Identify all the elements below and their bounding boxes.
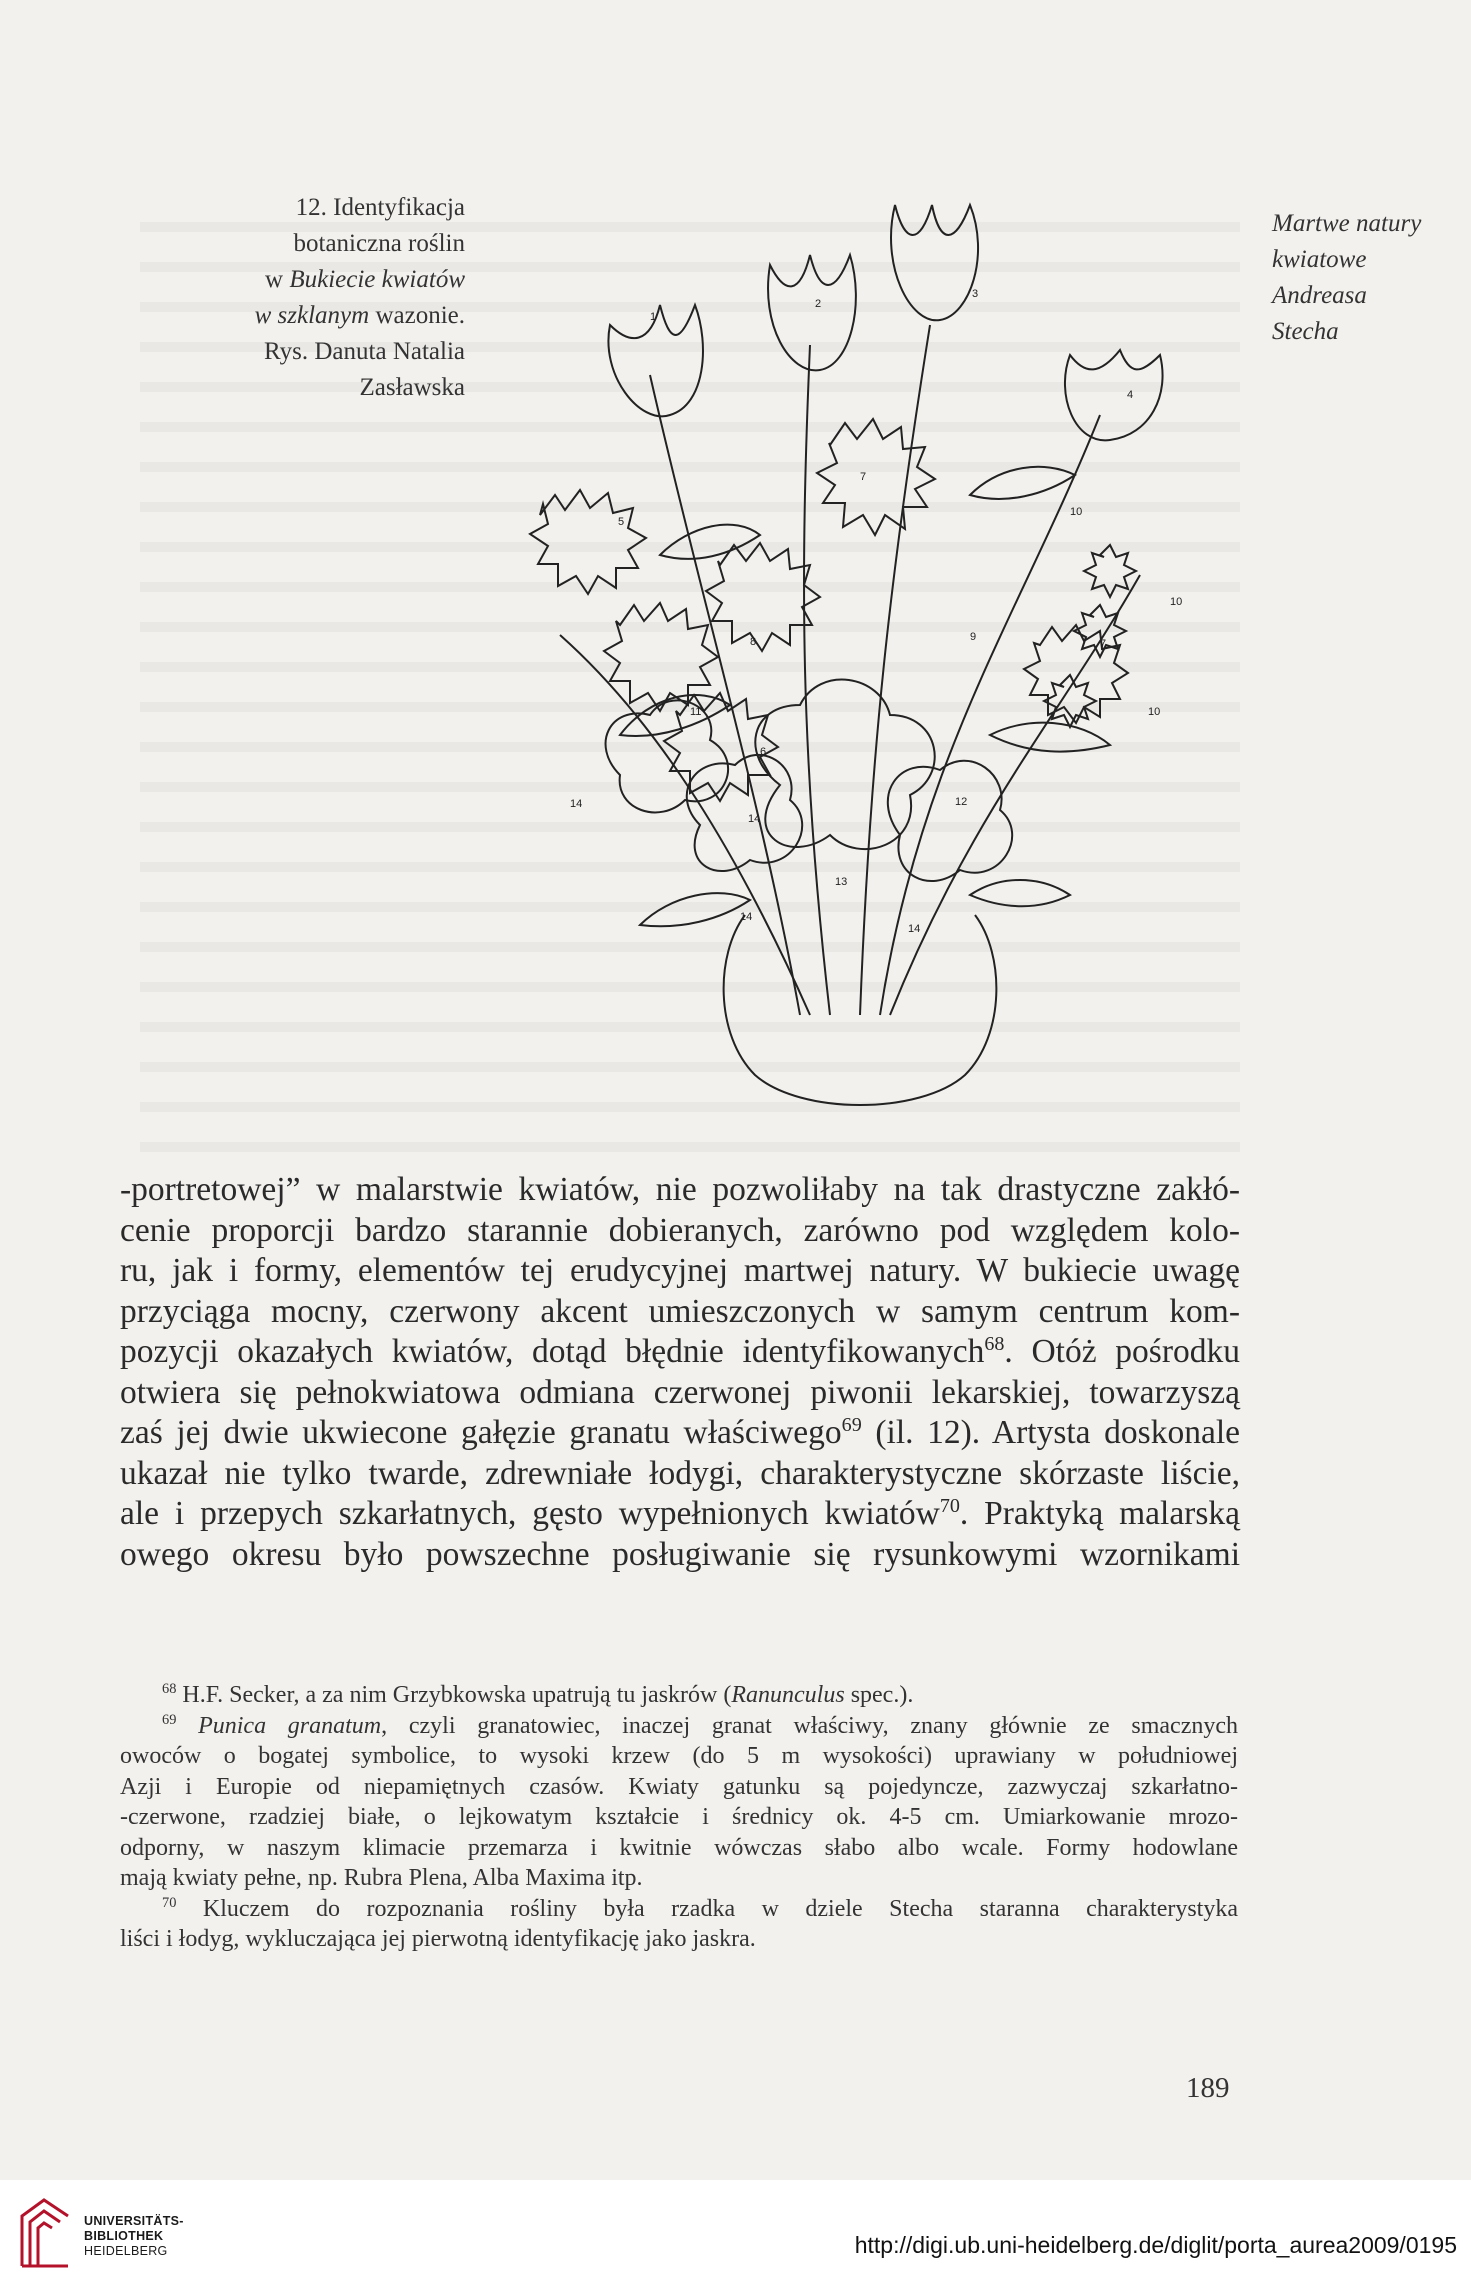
- figure-label: 10: [1148, 706, 1161, 718]
- caption-line: w szklanym wazonie.: [254, 302, 465, 329]
- figure-label: 12: [955, 796, 968, 808]
- footnote-line: Azji i Europie od niepamiętnych czasów. Kwiaty gatunku są pojedyncze, zazwyczaj szkarłatno-: [120, 1773, 1238, 1800]
- figure-label: 13: [835, 876, 848, 888]
- figure-label: 9: [970, 631, 977, 643]
- figure-label: 10: [1070, 506, 1083, 518]
- library-logo-text: UNIVERSITÄTS- BIBLIOTHEK HEIDELBERG: [84, 2214, 184, 2258]
- figure-label: 2: [815, 298, 822, 310]
- figure-label: 14: [570, 798, 583, 810]
- caption-line: Rys. Danuta Natalia: [263, 338, 465, 365]
- figure-label: 14: [748, 813, 761, 825]
- page-number: 189: [1186, 2072, 1230, 2104]
- caption-line: botaniczna roślin: [293, 230, 465, 257]
- leaf: [640, 893, 753, 926]
- library-logo-icon: [14, 2196, 76, 2268]
- footnote-ref[interactable]: 69: [841, 1413, 862, 1436]
- body-line: cenie proporcji bardzo starannie dobieranych, zarówno pod względem kolo-: [120, 1211, 1240, 1249]
- small-flower: [1044, 675, 1096, 727]
- figure-label: 14: [740, 911, 753, 923]
- figure-label: 1: [650, 311, 657, 323]
- caption-line: w Bukiecie kwiatów: [265, 266, 465, 293]
- peony-flower: [888, 761, 1012, 881]
- footnote-ref[interactable]: 70: [939, 1494, 960, 1517]
- footnote-line: liści i łodyg, wykluczająca jej pierwotną identyfikację jako jaskra.: [120, 1926, 756, 1952]
- figure-label: 7: [1100, 638, 1107, 650]
- body-line: przyciąga mocny, czerwony akcent umieszczonych w samym centrum kom-: [120, 1292, 1240, 1330]
- footnote-68: $^{68}$ H.F. Secker, a za nim Grzybkowska upatrują tu jaskrów (Ranunculus spec.).: [162, 1681, 914, 1708]
- carnation-flower: [706, 543, 820, 651]
- figure-label: 4: [1127, 389, 1134, 401]
- footnote-line: owoców o bogatej symbolice, to wysoki krzew (do 5 m wysokości) uprawiany w południowej: [120, 1743, 1238, 1769]
- figure-label: 3: [972, 288, 979, 300]
- stem: [804, 345, 830, 1015]
- page-url[interactable]: http://digi.ub.uni-heidelberg.de/diglit/porta_aurea2009/0195: [854, 2232, 1457, 2258]
- caption-line: Zasławska: [359, 374, 465, 401]
- figure-label: 8: [750, 636, 757, 648]
- body-line: ru, jak i formy, elementów tej erudycyjnej martwej natury. W bukiecie uwagę: [120, 1252, 1240, 1289]
- footnote-69: $^{69}$ Punica granatum, czyli granatowiec, inaczej granat właściwy, znany głównie ze smacznych: [162, 1711, 1238, 1739]
- caption-line: 12. Identyfikacja: [295, 194, 465, 221]
- body-line: pozycji okazałych kwiatów, dotąd błędnie identyfikowanych$^{68}$. Otóż pośrodku: [120, 1332, 1240, 1370]
- footnote-line: -czerwone, rzadziej białe, o lejkowatym kształcie i średnicy ok. 4-5 cm. Umiarkowanie mrozo-: [120, 1804, 1238, 1830]
- carnation-flower: [817, 419, 935, 535]
- stem: [860, 325, 930, 1015]
- footnote-line: mają kwiaty pełne, np. Rubra Plena, Alba Maxima itp.: [120, 1865, 643, 1891]
- figure-label: 10: [1170, 596, 1183, 608]
- carnation-flower: [530, 490, 646, 594]
- margin-note-line: Andreasa: [1272, 282, 1367, 309]
- body-line: zaś jej dwie ukwiecone gałęzie granatu właściwego$^{69}$ (il. 12). Artysta doskonale: [120, 1413, 1240, 1451]
- bleed-through: [140, 1142, 1240, 1152]
- leaf: [970, 467, 1075, 499]
- carnation-flower: [1024, 625, 1128, 723]
- margin-note-line: kwiatowe: [1272, 246, 1367, 273]
- body-line: ale i przepych szkarłatnych, gęsto wypełnionych kwiatów$^{70}$. Praktyką malarską: [120, 1494, 1240, 1532]
- figure-label: 7: [860, 471, 867, 483]
- footnote-ref[interactable]: 68: [984, 1332, 1005, 1355]
- figure-caption: [200, 190, 465, 406]
- body-line: otwiera się pełnokwiatowa odmiana czerwonej piwonii lekarskiej, towarzyszą: [120, 1373, 1240, 1411]
- tulip-flower: [768, 255, 856, 370]
- margin-note-line: Martwe natury: [1272, 210, 1422, 237]
- body-line: -portretowej” w malarstwie kwiatów, nie pozwoliłaby na tak drastyczne zakłó-: [120, 1171, 1240, 1208]
- footnotes: [120, 1680, 1238, 1955]
- footnote-70: $^{70}$ Kluczem do rozpoznania rośliny była rzadka w dziele Stecha staranna charakterystyka: [162, 1894, 1238, 1922]
- footnote-line: odporny, w naszym klimacie przemarza i kwitnie wówczas słabo albo wcale. Formy hodowlane: [120, 1834, 1238, 1861]
- flower-bouquet-drawing: [500, 195, 1230, 1125]
- figure-label: 5: [618, 516, 625, 528]
- leaf: [990, 723, 1110, 752]
- tulip-flower: [891, 205, 978, 320]
- tulip-flower: [1065, 350, 1163, 440]
- small-flower: [1084, 545, 1136, 597]
- body-line: ukazał nie tylko twarde, zdrewniałe łodygi, charakterystyczne skórzaste liście,: [120, 1454, 1240, 1492]
- stem: [560, 635, 810, 1015]
- margin-note-line: Stecha: [1272, 318, 1339, 345]
- leaf: [970, 880, 1070, 906]
- figure-label: 11: [690, 706, 702, 718]
- leaf: [660, 525, 760, 559]
- body-paragraph: [120, 1170, 1240, 1575]
- figure-label: 14: [908, 923, 921, 935]
- figure-label: 6: [760, 746, 767, 758]
- margin-note: [1272, 206, 1452, 350]
- body-line: owego okresu było powszechne posługiwanie się rysunkowymi wzornikami: [120, 1535, 1240, 1573]
